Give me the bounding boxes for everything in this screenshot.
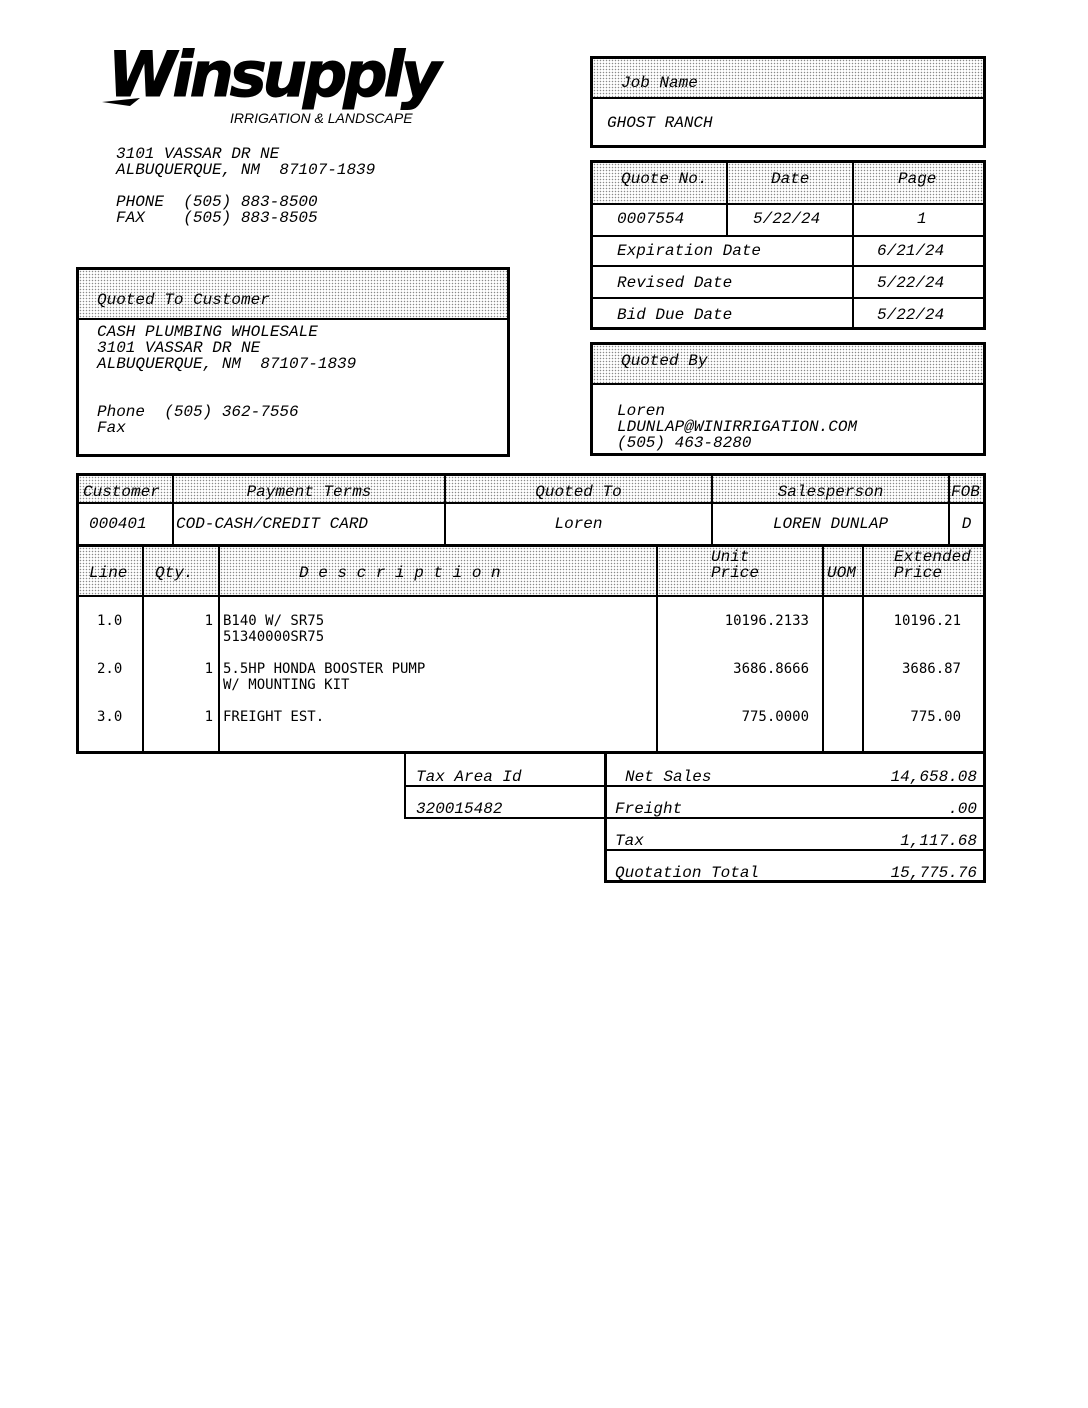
customer-box-label: Quoted To Customer (97, 291, 270, 309)
items-header-unit: Unit (711, 548, 750, 566)
company-phone: PHONE (505) 883-8500 (116, 193, 318, 211)
net-sales-value: 14,658.08 (890, 768, 977, 786)
page-label: Page (898, 170, 937, 188)
item-qty: 1 (204, 613, 213, 629)
totals-box (604, 753, 986, 883)
company-address-line1: 3101 VASSAR DR NE (116, 145, 280, 163)
line-items-table (76, 544, 986, 754)
tax-area-label: Tax Area Id (416, 768, 522, 786)
items-header-extended: Extended (894, 548, 971, 566)
page-value: 1 (917, 210, 927, 228)
customer-phone: Phone (505) 362-7556 (97, 403, 299, 421)
item-unit-price: 10196.2133 (724, 613, 809, 629)
revised-value: 5/22/24 (877, 274, 945, 292)
summary-header-fob: FOB (951, 483, 980, 501)
summary-header-customer: Customer (83, 483, 160, 501)
bid-due-value: 5/22/24 (877, 306, 945, 324)
revised-label: Revised Date (617, 274, 733, 292)
quotation-total-label: Quotation Total (615, 864, 760, 882)
item-description: B140 W/ SR75 (223, 613, 325, 629)
tax-label: Tax (615, 832, 644, 850)
quoted-by-label: Quoted By (621, 352, 708, 370)
quoted-by-name: Loren (617, 402, 666, 420)
freight-value: .00 (948, 800, 977, 818)
item-description-2: W/ MOUNTING KIT (223, 677, 350, 693)
summary-box (76, 473, 986, 547)
item-line: 1.0 (97, 613, 123, 629)
quote-info-box (590, 160, 986, 330)
items-header-extended-price: Price (894, 564, 943, 582)
quoted-by-box (590, 342, 986, 456)
freight-label: Freight (615, 800, 683, 818)
customer-address-line1: 3101 VASSAR DR NE (97, 339, 261, 357)
logo-tagline: IRRIGATION & LANDSCAPE (230, 110, 413, 126)
item-extended-price: 10196.21 (893, 613, 961, 629)
items-header-qty: Qty. (155, 564, 194, 582)
item-extended-price: 3686.87 (901, 661, 961, 677)
item-description-2: 51340000SR75 (223, 629, 325, 645)
summary-header-quoted-to: Quoted To (535, 483, 622, 501)
item-unit-price: 3686.8666 (733, 661, 809, 677)
item-qty: 1 (204, 661, 213, 677)
item-line: 3.0 (97, 709, 123, 725)
expiration-value: 6/21/24 (877, 242, 945, 260)
job-name-box (590, 56, 986, 148)
customer-address-line2: ALBUQUERQUE, NM 87107-1839 (97, 355, 357, 373)
summary-header-salesperson: Salesperson (777, 483, 884, 501)
job-name-value: GHOST RANCH (607, 114, 713, 132)
bid-due-label: Bid Due Date (617, 306, 733, 324)
summary-payment-terms-value: COD-CASH/CREDIT CARD (176, 515, 369, 533)
expiration-label: Expiration Date (617, 242, 762, 260)
tax-area-box (404, 753, 606, 819)
quotation-total-value: 15,775.76 (890, 864, 977, 882)
summary-customer-value: 000401 (89, 515, 147, 533)
summary-quoted-to-value: Loren (554, 515, 603, 533)
net-sales-label: Net Sales (625, 768, 712, 786)
company-fax: FAX (505) 883-8505 (116, 209, 318, 227)
summary-salesperson-value: LOREN DUNLAP (772, 515, 889, 533)
item-description: FREIGHT EST. (223, 709, 325, 725)
item-line: 2.0 (97, 661, 123, 677)
customer-fax: Fax (97, 419, 126, 437)
quoted-by-email: LDUNLAP@WINIRRIGATION.COM (617, 418, 858, 436)
item-extended-price: 775.00 (910, 709, 961, 725)
quote-no-value: 0007554 (617, 210, 685, 228)
quoted-to-customer-box (76, 267, 510, 457)
item-unit-price: 775.0000 (741, 709, 809, 725)
date-value: 5/22/24 (753, 210, 821, 228)
quote-no-label: Quote No. (621, 170, 708, 188)
item-qty: 1 (204, 709, 213, 725)
company-address-line2: ALBUQUERQUE, NM 87107-1839 (116, 161, 376, 179)
logo-win-text: Winsupply (108, 38, 438, 111)
summary-fob-value: D (961, 515, 972, 533)
items-header-uom: UOM (827, 564, 856, 582)
items-header-unit-price: Price (711, 564, 760, 582)
tax-area-value: 320015482 (416, 800, 503, 818)
customer-name: CASH PLUMBING WHOLESALE (97, 323, 318, 341)
quoted-by-phone: (505) 463-8280 (617, 434, 752, 452)
items-header-description: D e s c r i p t i o n (299, 564, 501, 582)
job-name-label: Job Name (621, 74, 698, 92)
date-label: Date (771, 170, 810, 188)
item-description: 5.5HP HONDA BOOSTER PUMP (223, 661, 426, 677)
items-header-line: Line (89, 564, 128, 582)
tax-value: 1,117.68 (900, 832, 977, 850)
summary-header-payment-terms: Payment Terms (246, 483, 372, 501)
